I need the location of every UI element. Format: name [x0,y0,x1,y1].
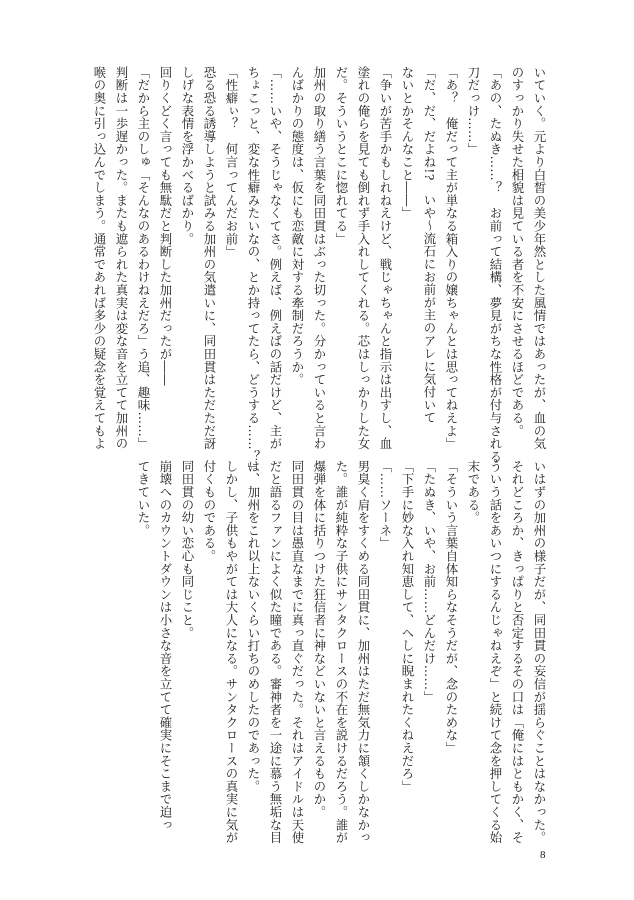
text-column: それどころか、きっぱりと否定するその口は「俺にはともかく、そ [510,460,525,844]
text-column: だと語るファンによく似た瞳である。審神者を一途に慕う無垢な目 [268,460,283,844]
text-column: 「だから主のしゅ「そんなのあるわけねえだろ」う追、趣味……」 [136,66,151,450]
text-column: 「そういう言葉自体知らなそうだが、念のためな」 [444,460,459,755]
text-column: は、加州をこれ以上ないくらい打ちのめしたのであった。 [246,460,261,793]
text-column: 同田貫の目は愚直なまでに真っ直ぐだった。それはアイドルは天使 [290,460,305,844]
text-column: 同田貫の幼い恋心も同じこと。 [180,460,195,640]
lower-text-block [96,460,550,844]
text-column: 爆弾を体に括りつけた狂信者に神などいないと言えるものか。 [312,460,327,819]
text-column: 判断は一歩遅かった。またも遮られた真実は変な音を立てて加州の [114,66,129,450]
text-column: しげな表情を浮かべるばかり。 [180,66,195,246]
text-column: 「たぬき、いや、お前……どんだけ……」 [422,460,437,704]
text-column: 恐る恐る誘導しようと試みる加州の気遣いに、同田貫はただただ訝 [202,66,217,450]
text-column: いはずの加州の様子だが、同田貫の妄信が揺らぐことはなかった。 [532,460,547,844]
text-column: 「あ？ 俺だって主が単なる箱入りの嬢ちゃんとは思ってねえよ」 [444,66,459,450]
text-column: 「……いや、そうじゃなくてさ。例えば、例えばの話だけど、主が [268,66,283,450]
text-column: 刀だっけ……」 [466,66,481,156]
text-column: 塗れの俺らを見ても倒れず手入れしてくれる。芯はしっかりした女 [356,66,371,450]
text-column: 「だ、だ、だよね!? いや～流石にお前が主のアレに気付いて [422,66,437,425]
text-column: んばかりの態度は、仮にも恋敵に対する牽制だろうか。 [290,66,305,386]
text-column: 「争いが苦手かもしれねえけど、戦じゃちゃんと指示は出すし、血 [378,66,393,450]
text-column: 「性癖ぃ？ 何言ってんだお前」 [224,66,239,258]
text-column: 末である。 [466,460,481,524]
upper-text-block [92,66,550,476]
text-column: ちょこっと、変な性癖みたいなの、とか持ってたら、どうする……？」 [246,66,261,476]
page-number: 8 [540,849,546,861]
text-column: 「あの、たぬき……？ お前って結構、夢見がちな性格が付与される [488,66,503,463]
text-column: いていく。元より白皙の美少年然とした風情ではあったが、血の気 [532,66,547,450]
text-column: 加州の取り繕う言葉を同田貫はぶった切った。分かっていると言わ [312,66,327,450]
text-column: ういう話をあいつにするんじゃねえぞ」と続けて念を押してくる始 [488,460,503,844]
text-column: 付くものである。 [202,460,217,563]
text-column: た。誰が純粋な子供にサンタクロースの不在を説けるだろう。誰が [334,460,349,844]
text-column: ないとかそんなこと――」 [400,66,415,220]
text-column: 崩壊へのカウントダウンは小さな音を立てて確実にそこまで迫っ [158,460,173,832]
text-column: 男臭く肩をすくめる同田貫に、加州はただ無気力に頷くしかなかっ [356,460,371,844]
text-column: 「下手に妙な入れ知恵して、へしに睨まれたくねえだろ」 [400,460,415,793]
text-column: 「……ソーネ」 [378,460,393,550]
text-column: だ。そういうとこに惚れてる」 [334,66,349,246]
text-column: てきていた。 [136,460,151,537]
text-column: 喉の奥に引っ込んでしまう。通常であれば多少の疑念を覚えてもよ [92,66,107,450]
text-column: しかし、子供もやがては大人になる。サンタクロースの真実に気が [224,460,239,844]
text-column: のすっかり失せた相貌は見ている者を不安にさせるほどである。 [510,66,525,438]
text-column: 回りくどく言っても無駄だと判断した加州だったが―― [158,66,173,386]
